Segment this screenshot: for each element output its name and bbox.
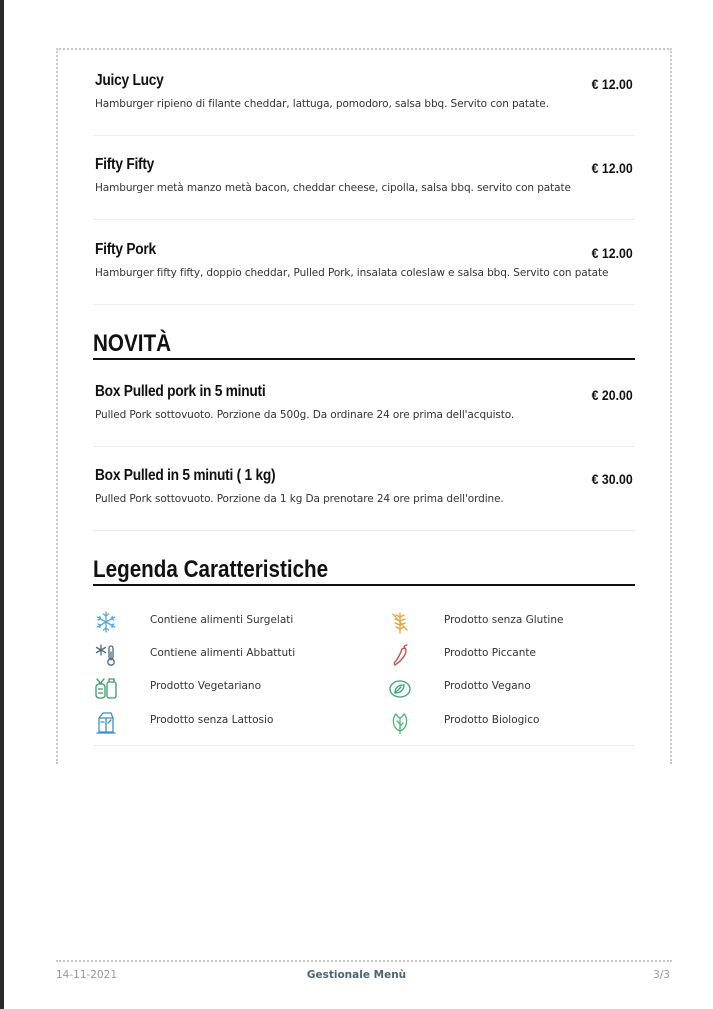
- section-title-legenda: Legenda Caratteristiche: [93, 556, 635, 586]
- menu-item-description: Hamburger ripieno di filante cheddar, lattuga, pomodoro, salsa bbq. Servito con patate.: [95, 98, 549, 110]
- footer-title: Gestionale Menù: [306, 969, 407, 981]
- chili-pepper-icon: [388, 643, 412, 667]
- footer-page-number: 3/3: [653, 969, 670, 981]
- milk-carton-icon: [94, 710, 118, 734]
- menu-item-price: € 12.00: [591, 160, 633, 176]
- legend-label: Prodotto Vegano: [444, 680, 531, 692]
- menu-item-name: Juicy Lucy: [95, 72, 164, 89]
- legend-label: Prodotto Vegetariano: [150, 680, 261, 692]
- menu-item-name: Box Pulled in 5 minuti ( 1 kg): [95, 467, 276, 484]
- divider: [93, 219, 635, 220]
- page-edge-bar: [0, 0, 4, 1009]
- menu-item-description: Hamburger metà manzo metà bacon, cheddar cheese, cipolla, salsa bbq. servito con patate: [95, 182, 571, 194]
- divider: [93, 530, 635, 531]
- footer-date: 14-11-2021: [56, 969, 118, 981]
- divider: [93, 745, 635, 746]
- menu-item-name: Fifty Pork: [95, 241, 156, 258]
- organic-leaf-icon: [388, 710, 412, 734]
- vegetables-icon: [94, 676, 118, 700]
- legend-label: Prodotto Piccante: [444, 647, 536, 659]
- menu-item-description: Pulled Pork sottovuoto. Porzione da 500g. Da ordinare 24 ore prima dell'acquisto.: [95, 409, 515, 421]
- divider: [93, 446, 635, 447]
- menu-item-price: € 12.00: [591, 245, 633, 261]
- menu-item-description: Hamburger fifty fifty, doppio cheddar, Pulled Pork, insalata coleslaw e salsa bbq. Servito con patate: [95, 267, 609, 279]
- section-title-novita: NOVITÀ: [93, 330, 635, 360]
- footer-divider: [56, 960, 672, 962]
- vegan-leaves-icon: [388, 676, 412, 700]
- legend-label: Contiene alimenti Surgelati: [150, 614, 294, 626]
- legend-label: Contiene alimenti Abbattuti: [150, 647, 296, 659]
- wheat-icon: [388, 610, 412, 634]
- divider: [93, 304, 635, 305]
- menu-item-price: € 12.00: [591, 76, 633, 92]
- legend-label: Prodotto senza Lattosio: [150, 714, 274, 726]
- menu-item-name: Box Pulled pork in 5 minuti: [95, 383, 266, 400]
- divider: [93, 135, 635, 136]
- menu-item-price: € 30.00: [591, 471, 633, 487]
- menu-item-description: Pulled Pork sottovuoto. Porzione da 1 kg Da prenotare 24 ore prima dell'ordine.: [95, 493, 504, 505]
- legend-label: Prodotto senza Glutine: [444, 614, 564, 626]
- menu-item-price: € 20.00: [591, 387, 633, 403]
- legend-label: Prodotto Biologico: [444, 714, 540, 726]
- snowflake-thermometer-icon: [94, 643, 118, 667]
- snowflake-icon: [94, 610, 118, 634]
- menu-item-name: Fifty Fifty: [95, 156, 155, 173]
